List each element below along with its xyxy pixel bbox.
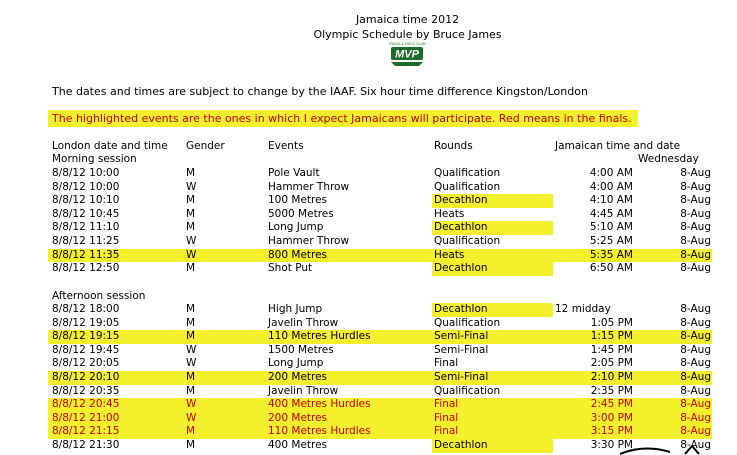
cell-round: Decathlon <box>434 221 488 234</box>
schedule-row <box>0 235 737 249</box>
schedule-row <box>0 330 737 344</box>
cell-london-date: 8/8/12 10:00 <box>52 167 120 179</box>
cell-event: High Jump <box>268 303 323 315</box>
header-gender: Gender <box>186 140 225 152</box>
cell-date: 8-Aug <box>680 248 711 261</box>
cell-london-date: 8/8/12 20:10 <box>52 371 120 383</box>
cell-event: 200 Metres <box>268 411 328 424</box>
cell-london-date: 8/8/12 20:05 <box>52 357 120 370</box>
cell-jamaican-time: 2:05 PM <box>590 357 633 370</box>
cell-london-date: 8/8/12 11:10 <box>52 221 120 234</box>
cell-round: Semi-Final <box>434 330 489 343</box>
cell-london-date: 8/8/12 19:45 <box>52 343 120 356</box>
cell-jamaican-time: 5:10 AM <box>589 221 633 234</box>
header-events: Events <box>268 140 304 152</box>
cell-date: 8-Aug <box>680 343 711 356</box>
cell-date: 8-Aug <box>680 316 711 329</box>
cell-event: 400 Metres Hurdles <box>268 398 371 411</box>
schedule-note: The dates and times are subject to change by the IAAF. Six hour time difference Kingston/London <box>52 85 588 98</box>
cell-london-date: 8/8/12 10:45 <box>52 207 120 220</box>
cell-date: 8-Aug <box>680 439 711 451</box>
cell-round: Semi-Final <box>434 371 489 383</box>
document-subtitle: Olympic Schedule by Bruce James <box>313 28 502 41</box>
cell-date: 8-Aug <box>680 167 711 179</box>
cell-gender: W <box>186 343 197 356</box>
cell-round: Decathlon <box>434 303 488 315</box>
cell-event: 200 Metres <box>268 371 328 383</box>
header-rounds: Rounds <box>434 140 473 152</box>
document-title: Jamaica time 2012 <box>355 13 460 26</box>
cell-event: Hammer Throw <box>268 180 350 193</box>
afternoon-session-label: Afternoon session <box>52 290 146 302</box>
cell-london-date: 8/8/12 12:50 <box>52 262 120 275</box>
cell-jamaican-time: 1:15 PM <box>590 330 633 343</box>
cell-london-date: 8/8/12 19:15 <box>52 330 120 343</box>
cell-gender: M <box>186 167 196 179</box>
schedule-row <box>0 249 737 263</box>
cell-gender: M <box>186 384 196 397</box>
cell-london-date: 8/8/12 11:35 <box>52 248 120 261</box>
schedule-row <box>0 221 737 235</box>
cell-gender: M <box>186 303 196 315</box>
cell-jamaican-time: 4:00 AM <box>589 167 633 179</box>
cell-jamaican-time: 4:45 AM <box>589 207 633 220</box>
cell-gender: M <box>186 316 196 329</box>
morning-session-label: Morning session <box>52 153 137 165</box>
cell-london-date: 8/8/12 10:10 <box>52 194 120 207</box>
cell-date: 8-Aug <box>680 411 711 424</box>
cell-jamaican-time: 3:30 PM <box>590 439 633 451</box>
cell-round: Heats <box>434 207 465 220</box>
cell-event: Long Jump <box>268 357 324 370</box>
cell-jamaican-time: 1:45 PM <box>590 343 633 356</box>
cell-gender: W <box>186 411 197 424</box>
cell-gender: W <box>186 248 197 261</box>
cell-event: Shot Put <box>268 262 313 275</box>
cell-round: Decathlon <box>434 439 488 451</box>
cell-jamaican-time: 3:00 PM <box>590 411 633 424</box>
cell-event: 800 Metres <box>268 248 328 261</box>
cell-round: Final <box>434 425 459 438</box>
schedule-row <box>0 385 737 399</box>
cell-round: Heats <box>434 248 465 261</box>
cell-gender: W <box>186 180 197 193</box>
cell-jamaican-time: 2:35 PM <box>590 384 633 397</box>
cell-event: 110 Metres Hurdles <box>268 425 371 438</box>
cell-jamaican-time: 1:05 PM <box>590 316 633 329</box>
cell-round: Qualification <box>434 167 501 179</box>
cell-london-date: 8/8/12 21:00 <box>52 411 120 424</box>
schedule-row <box>0 167 737 181</box>
cell-date: 8-Aug <box>680 357 711 370</box>
schedule-row <box>0 194 737 208</box>
cell-round: Decathlon <box>434 194 488 207</box>
cell-round: Qualification <box>434 180 501 193</box>
cell-date: 8-Aug <box>680 180 711 193</box>
cell-gender: M <box>186 439 196 451</box>
logo-text: MVP <box>395 48 419 61</box>
cell-gender: M <box>186 371 196 383</box>
cell-date: 8-Aug <box>680 303 711 315</box>
cell-london-date: 8/8/12 19:05 <box>52 316 120 329</box>
cell-london-date: 8/8/12 20:45 <box>52 398 120 411</box>
schedule-row <box>0 398 737 412</box>
cell-round: Semi-Final <box>434 343 489 356</box>
header-jamaican-time: Jamaican time and date <box>555 140 681 152</box>
cell-event: Long Jump <box>268 221 324 234</box>
schedule-row <box>0 344 737 358</box>
cell-round: Final <box>434 398 459 411</box>
schedule-row <box>0 303 737 317</box>
cell-london-date: 8/8/12 18:00 <box>52 303 120 315</box>
highlight-note: The highlighted events are the ones in which I expect Jamaicans will participate. Red means in the finals. <box>48 110 638 127</box>
cell-gender: M <box>186 330 196 343</box>
cell-gender: W <box>186 235 197 247</box>
cell-date: 8-Aug <box>680 262 711 275</box>
arrow-decoration-icon <box>600 436 700 455</box>
cell-event: 5000 Metres <box>268 207 334 220</box>
cell-round: Qualification <box>434 384 501 397</box>
cell-london-date: 8/8/12 11:25 <box>52 235 120 247</box>
cell-round: Qualification <box>434 235 501 247</box>
cell-jamaican-time: 4:10 AM <box>589 194 633 207</box>
cell-jamaican-time: 4:00 AM <box>589 180 633 193</box>
cell-jamaican-time: 5:25 AM <box>589 235 633 247</box>
cell-event: 110 Metres Hurdles <box>268 330 371 343</box>
cell-gender: M <box>186 262 196 275</box>
schedule-row <box>0 181 737 195</box>
cell-event: Pole Vault <box>268 167 320 179</box>
cell-date: 8-Aug <box>680 330 711 343</box>
schedule-row <box>0 357 737 371</box>
cell-gender: M <box>186 207 196 220</box>
cell-jamaican-time: 3:15 PM <box>590 425 633 438</box>
cell-date: 8-Aug <box>680 371 711 383</box>
cell-london-date: 8/8/12 21:15 <box>52 425 120 438</box>
cell-date: 8-Aug <box>680 235 711 247</box>
cell-date: 8-Aug <box>680 425 711 438</box>
cell-event: Javelin Throw <box>268 384 339 397</box>
cell-event: Hammer Throw <box>268 235 350 247</box>
cell-gender: W <box>186 398 197 411</box>
cell-event: 1500 Metres <box>268 343 334 356</box>
cell-london-date: 8/8/12 20:35 <box>52 384 120 397</box>
cell-london-date: 8/8/12 21:30 <box>52 439 120 451</box>
schedule-row <box>0 412 737 426</box>
cell-round: Final <box>434 357 459 370</box>
cell-london-date: 8/8/12 10:00 <box>52 180 120 193</box>
cell-event: Javelin Throw <box>268 316 339 329</box>
header-london-date: London date and time <box>52 140 168 152</box>
cell-jamaican-time: 2:10 PM <box>590 371 633 383</box>
cell-date: 8-Aug <box>680 221 711 234</box>
schedule-row <box>0 262 737 276</box>
cell-jamaican-time: 2:45 PM <box>590 398 633 411</box>
mvp-club-logo <box>388 40 426 68</box>
cell-event: 100 Metres <box>268 194 328 207</box>
cell-event: 400 Metres <box>268 439 328 451</box>
cell-gender: M <box>186 425 196 438</box>
cell-gender: W <box>186 357 197 370</box>
schedule-row <box>0 317 737 331</box>
cell-gender: M <box>186 221 196 234</box>
header-weekday: Wednesday <box>638 153 699 165</box>
cell-jamaican-time: 5:35 AM <box>589 248 633 261</box>
cell-round: Final <box>434 411 459 424</box>
cell-jamaican-time: 12 midday <box>555 303 611 315</box>
schedule-row <box>0 208 737 222</box>
cell-round: Qualification <box>434 316 501 329</box>
cell-round: Decathlon <box>434 262 488 275</box>
cell-date: 8-Aug <box>680 194 711 207</box>
cell-gender: M <box>186 194 196 207</box>
cell-date: 8-Aug <box>680 384 711 397</box>
cell-date: 8-Aug <box>680 398 711 411</box>
cell-jamaican-time: 6:50 AM <box>589 262 633 275</box>
cell-date: 8-Aug <box>680 207 711 220</box>
schedule-row <box>0 371 737 385</box>
logo-top-text: TRACK & FIELD CLUB <box>388 42 426 46</box>
